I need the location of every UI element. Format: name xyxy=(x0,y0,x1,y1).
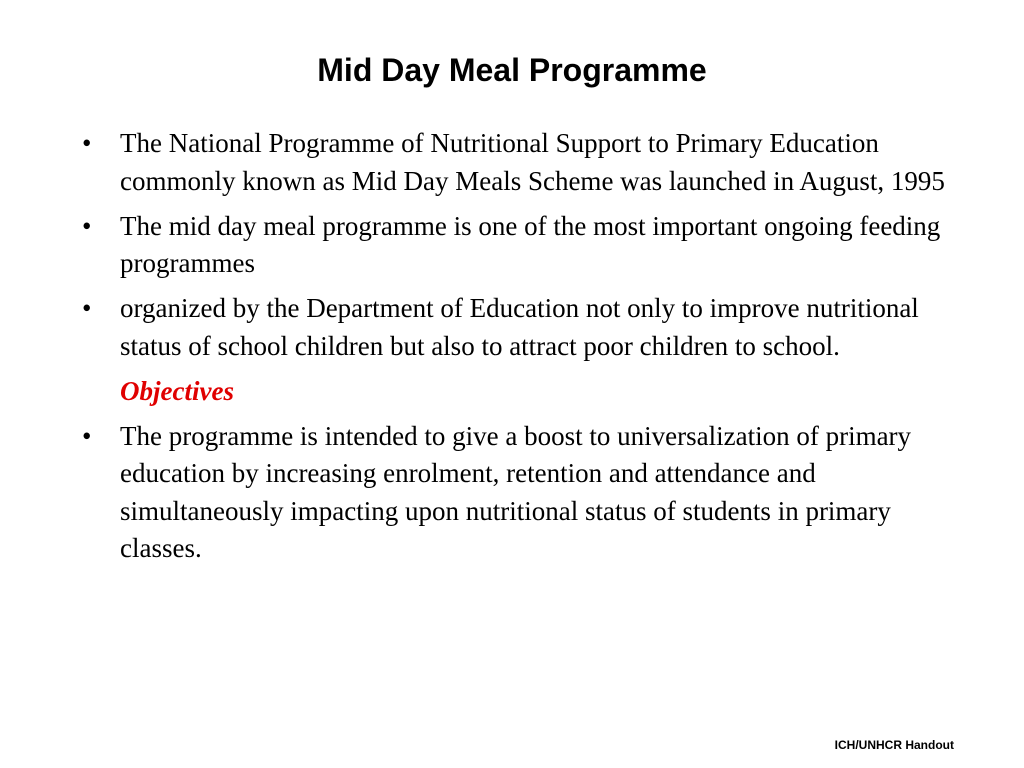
bullet-item xyxy=(76,125,976,200)
slide-content xyxy=(76,125,976,575)
bullet-icon: • xyxy=(82,210,92,241)
bullet-icon: • xyxy=(82,420,92,451)
bullet-text: The National Programme of Nutritional Support to Primary Education commonly known as Mid Day Meals Scheme was launched in August, 1995 xyxy=(120,128,945,196)
bullet-text: The programme is intended to give a boost to universalization of primary education by increasing enrolment, retention and attendance and simultaneously impacting upon nutritional status of students in primary classes. xyxy=(120,420,912,563)
bullet-text: organized by the Department of Education not only to improve nutritional status of school children but also to attract poor children to school. xyxy=(120,293,919,361)
bullet-item xyxy=(76,418,976,568)
objectives-heading: Objectives xyxy=(120,375,234,406)
slide-title: Mid Day Meal Programme xyxy=(317,52,707,88)
bullet-item xyxy=(76,208,976,283)
bullet-item xyxy=(76,290,976,365)
bullet-icon: • xyxy=(82,128,92,158)
bullet-icon: • xyxy=(82,293,92,323)
bullet-text: The mid day meal programme is one of the most important ongoing feeding programmes xyxy=(120,210,941,278)
footer-label: ICH/UNHCR Handout xyxy=(834,738,954,752)
